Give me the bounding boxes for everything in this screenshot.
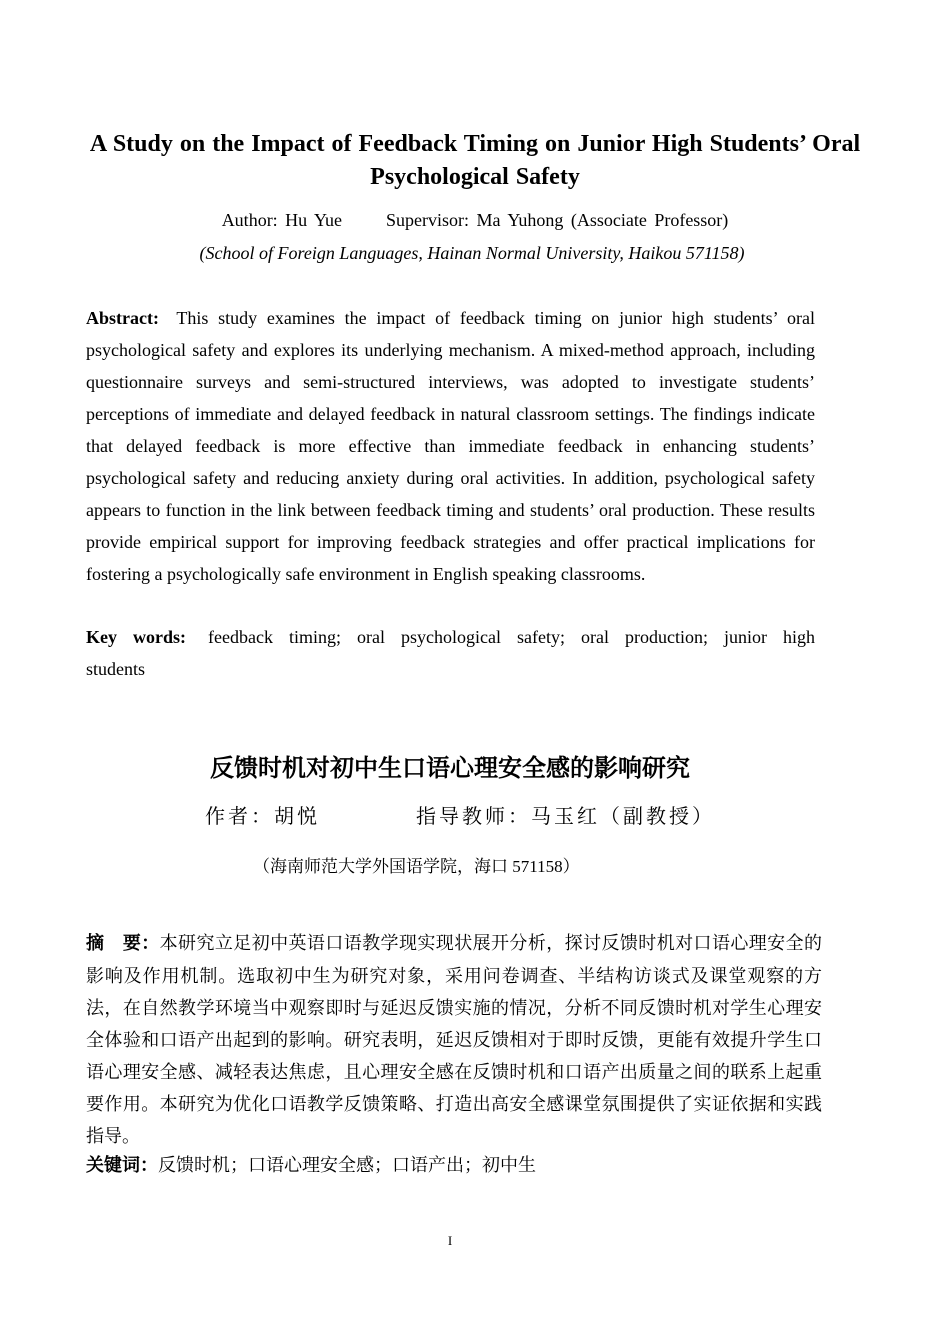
chinese-keywords-label: 关键词： — [86, 1155, 158, 1176]
page-number: I — [447, 1233, 453, 1248]
english-abstract — [86, 302, 815, 590]
chinese-keywords — [86, 1149, 822, 1182]
english-author-line — [0, 207, 950, 233]
chinese-author: 作者：胡悦 — [205, 806, 320, 828]
chinese-abstract-text: 本研究立足初中英语口语教学现实现状展开分析，探讨反馈时机对口语心理安全的影响及作用机制。选取初中生为研究对象，采用问卷调查、半结构访谈式及课堂观察的方法，在自然教学环境当中观察即时与延迟反馈实施的情况，分析不同反馈时机对学生心理安全体验和口语产出起到的影响。研究表明，延迟反馈相对于即时反馈，更能有效提升学生口语心理安全感、减轻表达焦虑，且心理安全感在反馈时机和口语产出质量之间的联系上起重要作用。本研究为优化口语教学反馈策略、打造出高安全感课堂氛围提供了实证依据和实践指导。 — [86, 933, 822, 1146]
english-affiliation: (School of Foreign Languages, Hainan Normal University, Haikou 571158) — [199, 243, 745, 263]
english-author: Author: Hu Yue — [221, 210, 343, 230]
english-title: A Study on the Impact of Feedback Timing on Junior High Students’ Oral Psychological Safety — [89, 131, 861, 190]
chinese-abstract-label: 摘 要： — [86, 933, 160, 954]
english-keywords-label: Key words: — [86, 627, 187, 647]
english-abstract-label: Abstract: — [86, 308, 159, 328]
english-keywords-text: feedback timing; oral psychological safety; oral production; junior high students — [86, 627, 815, 679]
chinese-supervisor: 指导教师：马玉红（副教授） — [416, 806, 715, 828]
chinese-abstract — [86, 927, 822, 1152]
english-keywords — [86, 621, 815, 685]
english-supervisor: Supervisor: Ma Yuhong (Associate Professor) — [386, 210, 729, 230]
english-abstract-text: This study examines the impact of feedback timing on junior high students’ oral psychological safety and explores its underlying mechanism. A mixed-method approach, including questionnaire surveys and semi-structured interviews, was adopted to investigate students’ perceptions of immediate and delayed feedback in natural classroom settings. The findings indicate that delayed feedback is more effective than immediate feedback in enhancing students’ psychological safety and reducing anxiety during oral activities. In addition, psychological safety appears to function in the link between feedback timing and students’ oral production. These results provide empirical support for improving feedback strategies and offer practical implications for fostering a psychologically safe environment in English speaking classrooms. — [86, 308, 815, 584]
chinese-title: 反馈时机对初中生口语心理安全感的影响研究 — [210, 754, 690, 782]
chinese-keywords-text: 反馈时机；口语心理安全感；口语产出；初中生 — [158, 1155, 536, 1175]
chinese-author-line — [205, 803, 715, 831]
chinese-affiliation: （海南师范大学外国语学院，海口 571158） — [253, 857, 580, 876]
